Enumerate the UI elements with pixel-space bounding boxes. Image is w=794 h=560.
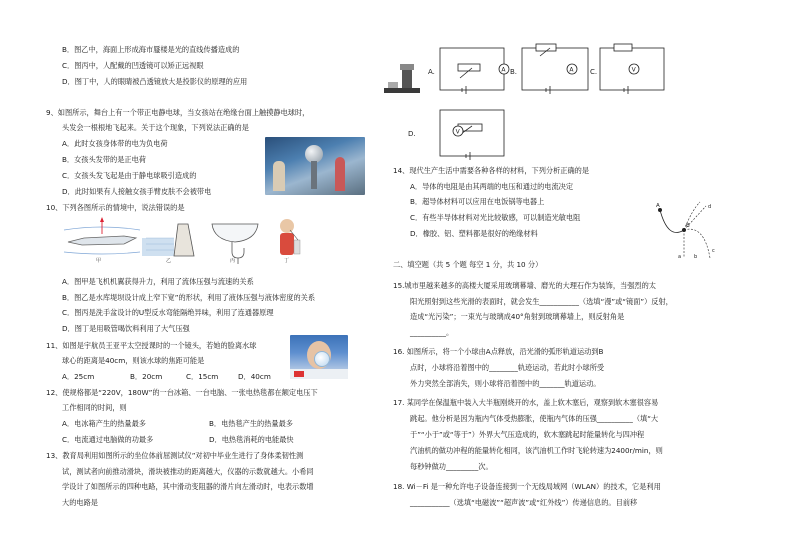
ammeter-icon bbox=[567, 64, 577, 74]
airplane-wing-figure bbox=[64, 217, 140, 254]
q15-line1: 15.城市里越来越多的高楼大厦采用玻璃幕墙、磨光的大理石作为装饰，当强烈的太 bbox=[393, 281, 656, 290]
circuit-label-b: B. bbox=[510, 68, 518, 76]
straw-figure bbox=[280, 219, 300, 255]
voltmeter-icon bbox=[453, 126, 463, 136]
q9-stem-line2: 头发会一根根地飞起来。关于这个现象，下列说法正确的是 bbox=[62, 123, 249, 132]
q12-option-b: B．电热毯产生的热量最多 bbox=[209, 419, 293, 428]
q13-stem-line2: 试，测试者向前推动滑块，滑块被推动的距离越大，仪器的示数就越大。小希同 bbox=[62, 467, 314, 476]
q17-line1: 17. 某同学在保温瓶中装入大半瓶刚烧开的水，盖上软木塞后，观察到软木塞很容易 bbox=[393, 398, 659, 407]
circuit-options-figure bbox=[408, 38, 668, 162]
fig-label-jia: 甲 bbox=[96, 258, 102, 264]
svg-text:V: V bbox=[455, 128, 460, 136]
sit-and-reach-device-figure bbox=[382, 60, 422, 96]
q12-stem-line1: 12、使规格都是“220V，180W”的一台冰箱、一台电脑、一张电热毯都在额定电压下 bbox=[46, 388, 318, 397]
q12-option-a: A．电冰箱产生的热量最多 bbox=[62, 419, 146, 428]
astronaut-photo bbox=[290, 335, 348, 379]
q17-line5: 每秒钟做功_________次。 bbox=[410, 462, 493, 471]
q10-option-b: B．图乙是水库堤坝设计成上窄下宽”的形状，利用了液体压强与液体密度的关系 bbox=[62, 293, 316, 302]
q15-line3: 造成“光污染”；一束光与玻璃成40°角射到玻璃幕墙上，则反射角是 bbox=[410, 312, 625, 321]
q9-option-d: D．此时如果有人接触女孩手臂皮肤不会被带电 bbox=[62, 187, 212, 196]
q11-option-c: C．15cm bbox=[186, 372, 219, 381]
path-label-d: d bbox=[708, 204, 712, 210]
path-label-c: c bbox=[712, 248, 715, 254]
q13-stem-line4: 大的电路是 bbox=[62, 498, 98, 507]
q11-option-d: D．40cm bbox=[238, 372, 271, 381]
circuit-label-d: D. bbox=[408, 130, 416, 138]
point-label-a: A bbox=[656, 203, 660, 209]
q10-figures bbox=[62, 214, 312, 264]
q9-option-a: A．此时女孩身体带的电为负电荷 bbox=[62, 139, 168, 148]
q11-option-a: A．25cm bbox=[62, 372, 95, 381]
q12-stem-line2: 工作相同的时间，则 bbox=[62, 403, 127, 412]
voltmeter-icon bbox=[629, 64, 639, 74]
q14-option-b: B．超导体材料可以应用在电饭锅等电器上 bbox=[410, 197, 545, 206]
q9-option-c: C．女孩头发飞起是由于静电球吸引造成的 bbox=[62, 171, 197, 180]
svg-text:A: A bbox=[569, 66, 574, 74]
q11-stem-line1: 11、如图是宇航员王亚平太空授课时的一个镜头，若她的脸离水球 bbox=[46, 341, 257, 350]
q10-option-c: C．图丙是洗手盆设计的U型反水弯能隔绝异味，利用了连通器原理 bbox=[62, 308, 274, 317]
fig-label-ding: 丁 bbox=[284, 258, 290, 264]
q8-option-b: B．图乙中，海面上形成海市蜃楼是光的直线传播造成的 bbox=[62, 45, 240, 54]
q16-line2: 点时，小球将沿着图中的________轨迹运动，若此时小球所受 bbox=[410, 363, 605, 372]
dam-figure bbox=[142, 224, 194, 256]
q16-line3: 外力突然全部消失，则小球将沿着图中的_______轨道运动。 bbox=[410, 379, 601, 388]
q10-option-d: D．图丁是用吸管喝饮料利用了大气压强 bbox=[62, 324, 190, 333]
q17-line3: 于”“小于”或“等于”）外界大气压造成的，软木塞跳起时能量转化与四冲程 bbox=[410, 430, 645, 439]
q12-option-d: D．电热毯消耗的电能最快 bbox=[209, 435, 294, 444]
q14-option-c: C．有些半导体材料对光比较敏感，可以制造光敏电阻 bbox=[410, 213, 581, 222]
path-label-a: a bbox=[678, 254, 682, 260]
point-label-b: B bbox=[686, 223, 690, 229]
fig-label-yi: 乙 bbox=[166, 258, 172, 264]
ammeter-icon bbox=[499, 64, 509, 74]
q9-option-b: B．女孩头发带的是正电荷 bbox=[62, 155, 146, 164]
q17-line4: 汽油机的做功冲程的能量转化相同，该汽油机工作时飞轮转速为2400r/min，则 bbox=[410, 446, 663, 455]
path-label-b: b bbox=[694, 254, 698, 260]
q13-stem-line1: 13、教育局利用如图所示的坐位体前屈测试仪”对初中毕业生进行了身体柔韧性测 bbox=[46, 451, 304, 460]
circuit-label-a: A. bbox=[428, 68, 435, 76]
q14-stem: 14、现代生产生活中需要各种各样的材料，下列分析正确的是 bbox=[393, 166, 590, 175]
q10-stem: 10、下列各图所示的情境中，说法错误的是 bbox=[46, 203, 185, 212]
q18-line1: 18. Wi－Fi 是一种允许电子设备连接到一个无线局域网（WLAN）的技术，它是利用 bbox=[393, 482, 661, 491]
svg-text:V: V bbox=[631, 66, 636, 74]
q9-stem-line1: 9、如图所示，舞台上有一个带正电静电球，当女孩站在绝缘台面上触摸静电球时， bbox=[46, 108, 310, 117]
q14-option-a: A．导体的电阻是由其两端的电压和通过的电流决定 bbox=[410, 182, 574, 191]
q12-option-c: C．电流通过电脑做的功最多 bbox=[62, 435, 154, 444]
static-electricity-photo bbox=[265, 137, 365, 195]
q15-line2: 阳光照射到这些光滑的表面时，就会发生___________（选填“漫”或“镜面”）反射， bbox=[410, 297, 673, 306]
q13-stem-line3: 学设计了如图所示的四种电路，其中滑动变阻器的滑片向左滑动时，电表示数增 bbox=[62, 482, 314, 491]
q14-option-d: D．橡胶、铝、塑料都是很好的绝缘材料 bbox=[410, 229, 538, 238]
circuit-label-c: C. bbox=[590, 68, 598, 76]
q8-option-d: D．图丁中，人的眼睛被凸透镜放大是投影仪的原理的应用 bbox=[62, 77, 248, 86]
q16-line1: 16. 如图所示，将一个小球由A点释放，沿光滑的弧形轨道运动到B bbox=[393, 347, 604, 356]
q10-option-a: A．图甲是飞机机翼获得升力，利用了流体压强与流速的关系 bbox=[62, 277, 254, 286]
q17-line2: 跳起。他分析是因为瓶内气体受热膨胀，使瓶内气体的压强__________（填“大 bbox=[410, 414, 659, 423]
ball-trajectory-figure bbox=[654, 200, 724, 262]
q18-line2: ___________（选填“电磁波”“超声波”或“红外线”）传递信息的。目前移 bbox=[410, 498, 638, 507]
q15-line4: __________。 bbox=[410, 328, 454, 337]
q11-option-b: B．20cm bbox=[130, 372, 163, 381]
q11-stem-line2: 球心的距离是40cm，则该水球的焦距可能是 bbox=[62, 356, 205, 365]
section-2-heading: 二、填空题（共 5 个题 每空 1 分，共 10 分） bbox=[393, 260, 543, 269]
q8-option-c: C．图丙中，人配戴的凹透镜可以矫正远视眼 bbox=[62, 61, 204, 70]
svg-text:A: A bbox=[501, 66, 506, 74]
fig-label-bing: 丙 bbox=[230, 258, 236, 264]
